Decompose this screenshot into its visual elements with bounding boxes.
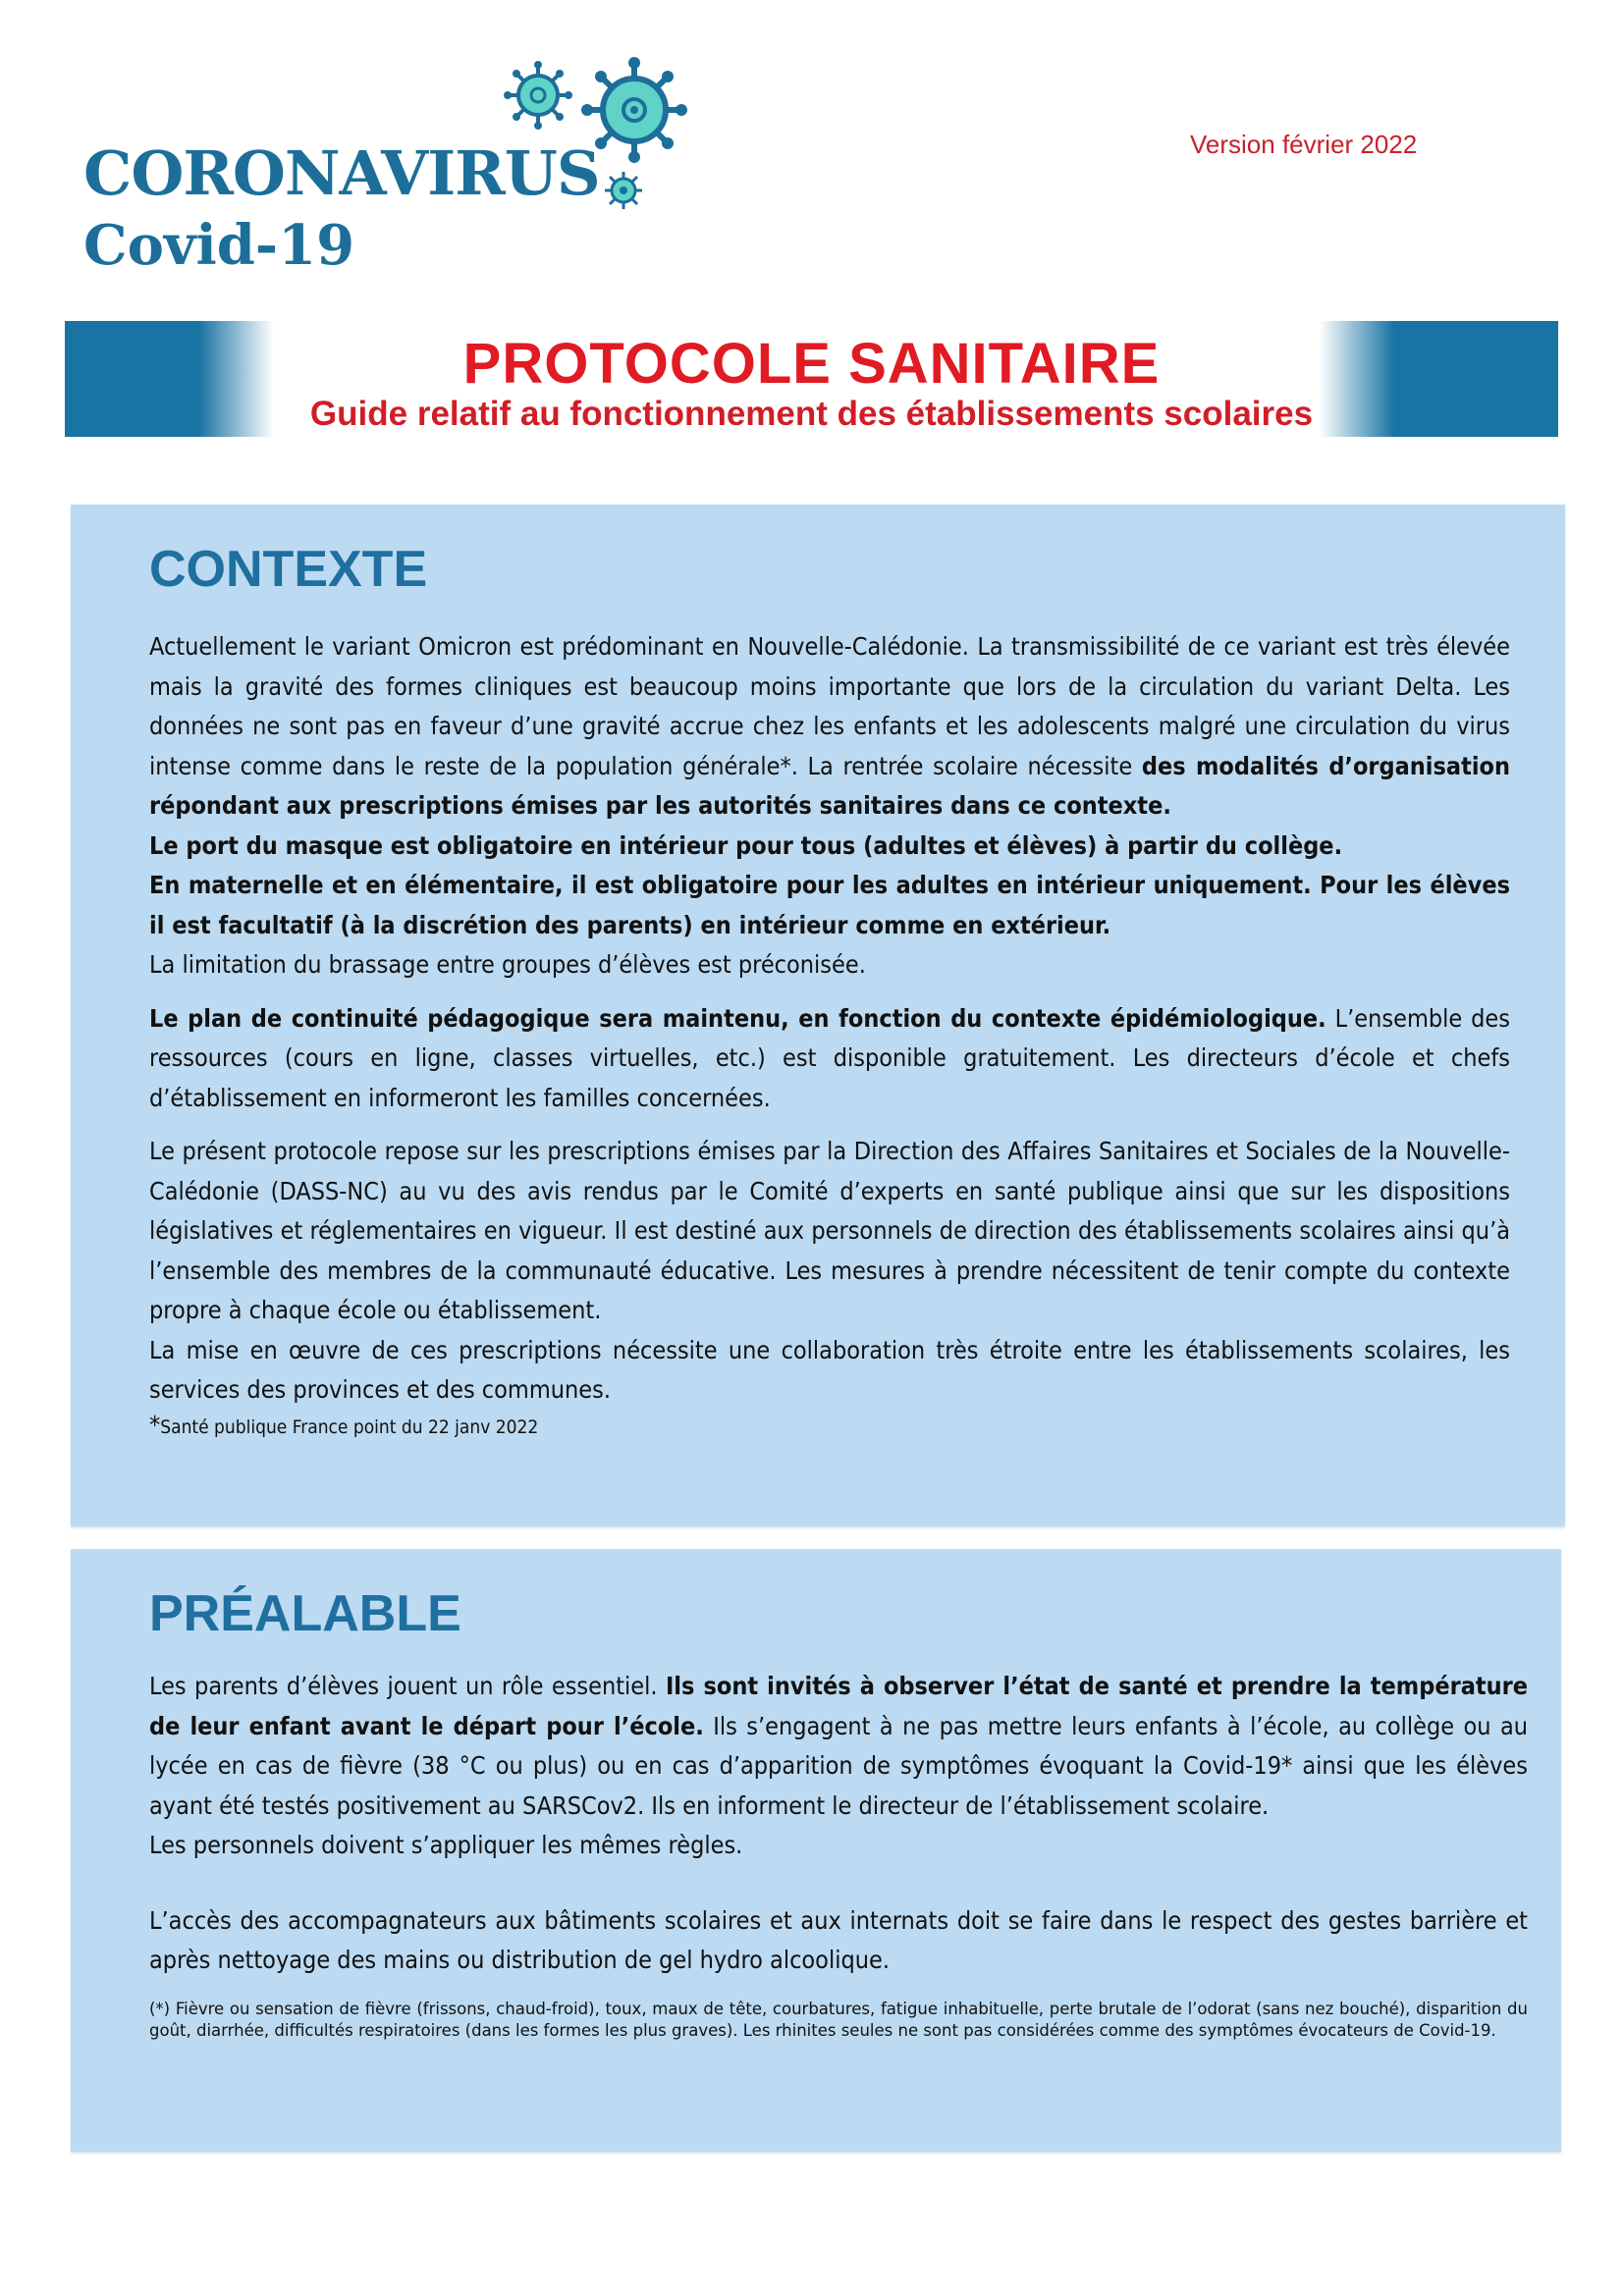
section-title-contexte: CONTEXTE (149, 541, 428, 598)
document-subtitle: Guide relatif au fonctionnement des établissements scolaires (309, 395, 1314, 433)
text-span: Actuellement le variant Omicron est prédominant en Nouvelle-Calédonie. La transmissibilité de ce variant est très élevée mais la gravité des formes cliniques est beaucoup moins importante que lors de la circulation du variant Delta. Les données ne sont pas en faveur d’une gravité accrue chez les enfants et les adolescents malgré une circulation du virus intense comme dans le reste de la population générale*. La rentrée scolaire nécessite (149, 632, 1510, 780)
text-span: La limitation du brassage entre groupes d’élèves est préconisée. (149, 950, 866, 979)
footnote-star: * (149, 1410, 161, 1439)
version-label: Version février 2022 (1190, 130, 1418, 159)
text-span: Les personnels doivent s’appliquer les mêmes règles. (149, 1831, 743, 1859)
text-span: Ils s’engagent à ne pas mettre leurs enfants à l’école, au collège ou au lycée en cas de fièvre (38 °C ou plus) ou en cas d’apparition de symptômes évoquant la Covid-19* ainsi que les élèves ayant été testés positivement au SARSCov2. Ils en informent le directeur de l’établissement scolaire. (149, 1711, 1529, 1820)
prealable-body (149, 1667, 1528, 1981)
coronavirus-logo (83, 61, 692, 287)
bold-text: des modalités d’organisation répondant aux prescriptions émises par les autorités sanitaires dans ce contexte. (149, 751, 1510, 820)
bold-text: Ils sont invités à observer l’état de santé et prendre la température de leur enfant avant le départ pour l’école. (149, 1672, 1528, 1740)
prealable-paragraph-2: L’accès des accompagnateurs aux bâtiments scolaires et aux internats doit se faire dans le respect des gestes barrière et après nettoyage des mains ou distribution de gel hydro alcoolique. (149, 1905, 1528, 1974)
prealable-paragraph-1 (149, 1667, 1528, 1866)
bold-text: Le plan de continuité pédagogique sera maintenu, en fonction du contexte épidémiologique. (149, 1003, 1326, 1033)
contexte-paragraph-2 (149, 999, 1510, 1119)
text-span: La mise en œuvre de ces prescriptions nécessite une collaboration très étroite entre les établissements scolaires, les services des provinces et des communes. (149, 1335, 1510, 1404)
bold-text: En maternelle et en élémentaire, il est obligatoire pour les adultes en intérieur uniquement. Pour les élèves il est facultatif (à la discrétion des parents) en intérieur comme en extérieur. (149, 871, 1510, 939)
contexte-body (149, 627, 1510, 1442)
virus-icon (602, 169, 645, 212)
contexte-paragraph-1 (149, 627, 1510, 986)
virus-icon (504, 61, 572, 130)
text-span: Le présent protocole repose sur les prescriptions émises par la Direction des Affaires Sanitaires et Sociales de la Nouvelle-Calédonie (DASS-NC) au vu des avis rendus par le Comité d’experts en santé publique ainsi que sur les dispositions législatives et réglementaires en vigueur. Il est destiné aux personnels de direction des établissements scolaires ainsi qu’à l’ensemble des membres de la communauté éducative. Les mesures à prendre nécessitent de tenir compte du contexte propre à chaque école ou établissement. (149, 1137, 1510, 1324)
contexte-section (71, 505, 1565, 1526)
source-footnote (149, 1411, 1510, 1442)
contexte-paragraph-3 (149, 1132, 1510, 1411)
symptoms-footnote: (*) Fièvre ou sensation de fièvre (frissons, chaud-froid), toux, maux de tête, courbatures, fatigue inhabituelle, perte brutale de l’odorat (sans nez bouché), disparition du goût, diarrhée, difficultés respiratoires (dans les formes les plus graves). Les rhinites seules ne sont pas considérées comme des symptômes évocateurs de Covid-19. (149, 2000, 1528, 2040)
section-title-prealable: PRÉALABLE (149, 1585, 461, 1642)
document-title: PROTOCOLE SANITAIRE (462, 332, 1161, 396)
footnote-text: Santé publique France point du 22 janv 2022 (160, 1415, 539, 1438)
logo-title: CORONAVIRUS (83, 137, 600, 209)
title-banner (65, 321, 1558, 437)
bold-text: Le port du masque est obligatoire en intérieur pour tous (adultes et élèves) à partir du collège. (149, 830, 1343, 860)
logo-subtitle: Covid-19 (83, 213, 355, 278)
prealable-section (71, 1549, 1561, 2152)
text-span: Les parents d’élèves jouent un rôle essentiel. (149, 1672, 666, 1700)
text-span: L’ensemble des ressources (cours en ligne, classes virtuelles, etc.) est disponible gratuitement. Les directeurs d’école et chefs d’établissement en informeront les familles concernées. (149, 1003, 1510, 1112)
